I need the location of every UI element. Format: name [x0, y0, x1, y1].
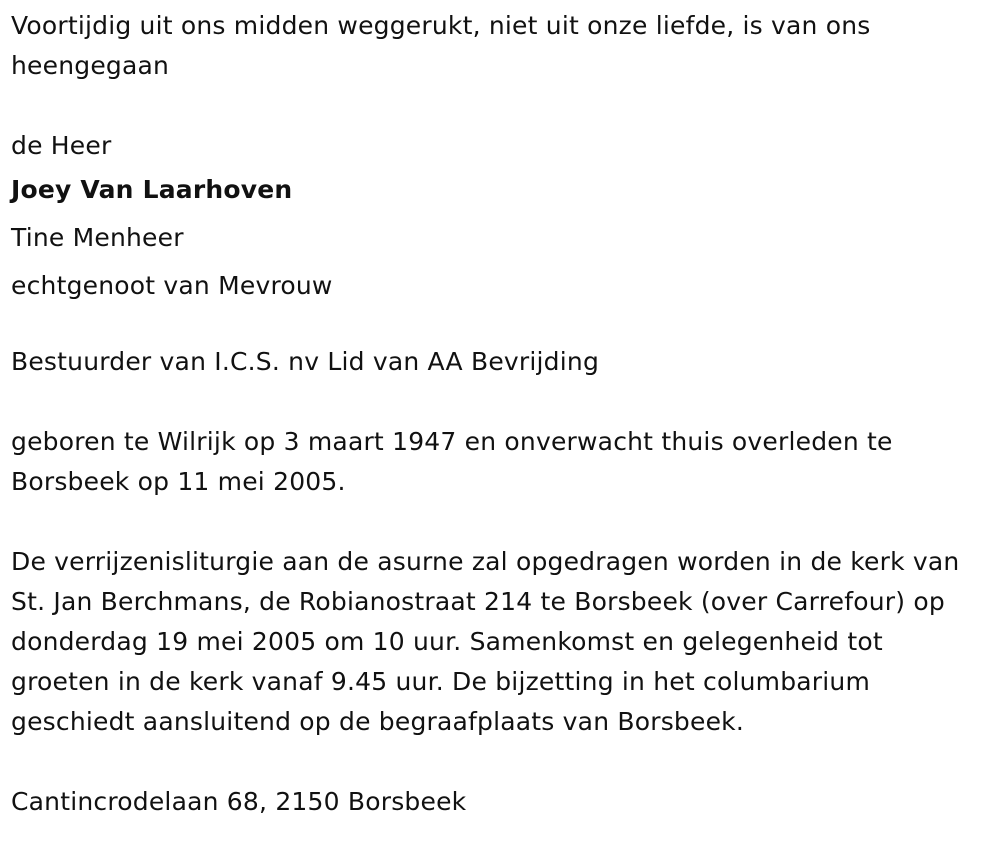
partner-name: Tine Menheer	[11, 223, 184, 252]
relation-text: echtgenoot van Mevrouw	[11, 271, 333, 300]
intro-text: Voortijdig uit ons midden weggerukt, niet uit onze liefde, is van ons heengegaan	[11, 11, 871, 80]
birth-death-text: geboren te Wilrijk op 3 maart 1947 en onverwacht thuis overleden te Borsbeek op 11 mei 2005.	[11, 427, 893, 496]
spacer	[11, 742, 989, 782]
occupation-text: Bestuurder van I.C.S. nv Lid van AA Bevrijding	[11, 347, 600, 376]
spacer	[11, 382, 989, 422]
honorific: de Heer	[11, 131, 112, 160]
spacer	[11, 86, 989, 126]
ceremony-text: De verrijzenisliturgie aan de asurne zal opgedragen worden in de kerk van St. Jan Berchmans, de Robianostraat 214 te Borsbeek (over Carrefour) op donderdag 19 mei 2005 om 10 uur. Samenkomst en gelegenheid tot groeten in de kerk vanaf 9.45 uur. De bijzetting in het columbarium geschiedt aansluitend op de begraafplaats van Borsbeek.	[11, 547, 960, 736]
spacer	[11, 502, 989, 542]
deceased-name: Joey Van Laarhoven	[11, 175, 293, 204]
address-text: Cantincrodelaan 68, 2150 Borsbeek	[11, 787, 467, 816]
spacer	[11, 310, 989, 342]
